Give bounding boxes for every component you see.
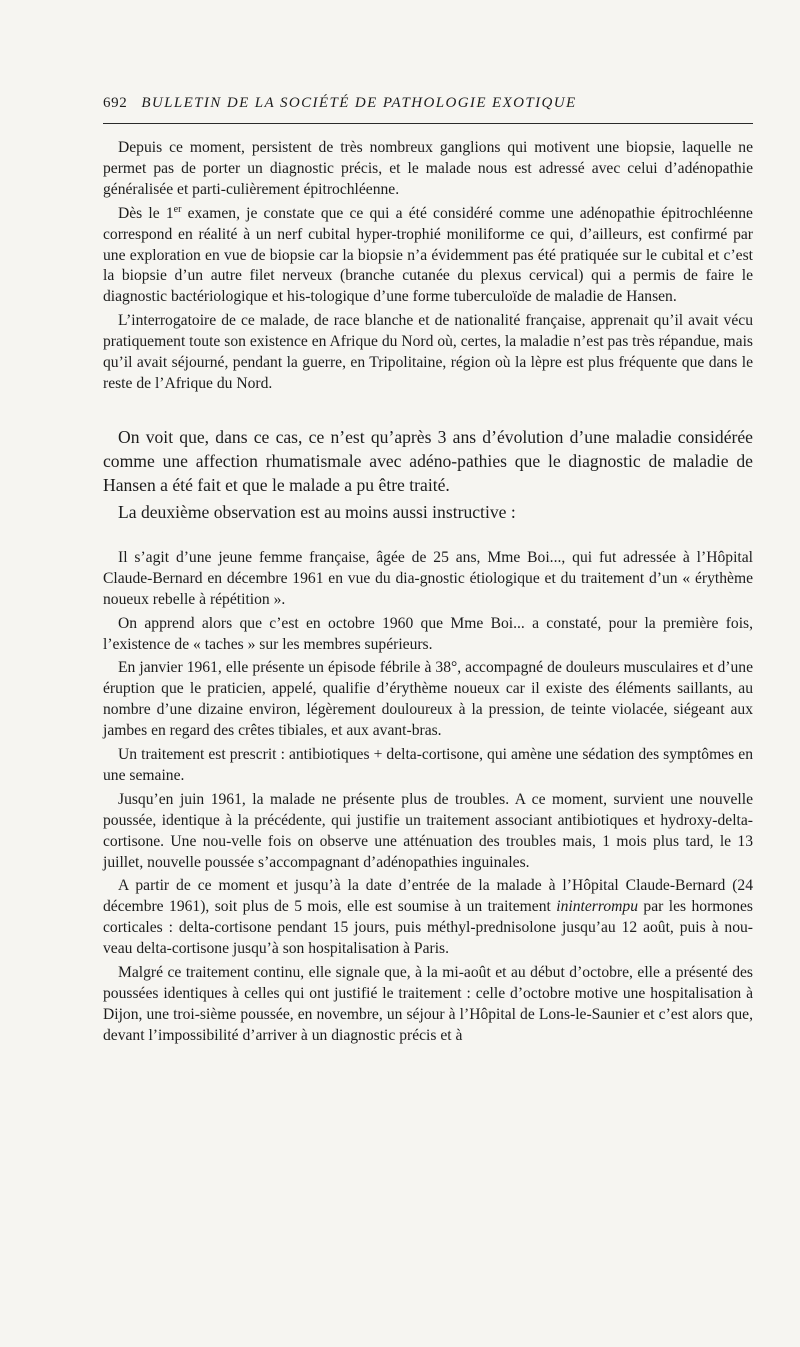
paragraph-7: On apprend alors que c’est en octobre 1960 que Mme Boi... a constaté, pour la première fois, l’existence de « taches » sur les membres supérieurs.: [103, 614, 753, 653]
paragraph-2-part-b: examen, je constate que ce qui a été considéré comme une adénopathie épitrochléenne correspond en réalité à un nerf cubital hyper-trophié moniliforme ce qui, d’ailleurs, est confirmé par une exploration en vue de biopsie car la biopsie n’a évidemment pas été pratiquée sur le cubital et c’est la biopsie d’un autre filet nerveux (branche cutanée du plexus cervical) qui a permis de faire le diagnostic bactériologique et his-tologique d’une forme tuberculoïde de maladie de Hansen.: [103, 204, 753, 306]
paragraph-11-emphasis: ininterrompu: [556, 898, 638, 916]
paragraph-6: Il s’agit d’une jeune femme française, âgée de 25 ans, Mme Boi..., qui fut adressée à l’Hôpital Claude-Bernard en décembre 1961 en vue du dia-gnostic étiologique et du traitement d’un « érythème noueux rebelle à répétition ».: [103, 548, 753, 608]
paragraph-11-part-b: par les hormones corticales : delta-cortisone pendant 15 jours, puis méthyl-prednisolone jusqu’au 12 août, puis à nou-veau delta-cortisone jusqu’à son hospitalisation à Paris.: [103, 898, 753, 958]
paragraph-2: [103, 204, 753, 309]
paragraph-10: Jusqu’en juin 1961, la malade ne présente plus de troubles. A ce moment, survient une nouvelle poussée, identique à la précédente, qui justifie un traitement associant antibiotiques et hydroxy-delta-cortisone. Une nou-velle fois on observe une atténuation des troubles mais, 1 mois plus tard, le 13 juillet, nouvelle poussée s’accompagnant d’adénopathies inguinales.: [103, 790, 753, 871]
paragraph-12: Malgré ce traitement continu, elle signale que, à la mi-août et au début d’octobre, elle a présenté des poussées identiques à celles qui ont justifié le traitement : celle d’octobre motive une hospitalisation à Dijon, une troi-sième poussée, en novembre, un séjour à l’Hôpital de Lons-le-Saunier et c’est alors que, devant l’impossibilité d’arriver à un diagnostic précis et à: [103, 964, 753, 1044]
paragraph-2-superscript: er: [173, 203, 182, 215]
paragraph-9: Un traitement est prescrit : antibiotiques + delta-cortisone, qui amène une sédation des symptômes en une semaine.: [103, 746, 753, 784]
paragraph-11-part-a: A partir de ce moment et jusqu’à la date d’entrée de la malade à l’Hôpital Claude-Bernard (24 décembre 1961), soit plus de 5 mois, elle est soumise à un traitement: [103, 877, 753, 916]
paragraph-8: En janvier 1961, elle présente un épisode fébrile à 38°, accompagné de douleurs musculaires et d’une éruption que le praticien, appelé, qualifie d’érythème noueux car il existe des éléments saillants, au nombre d’une dizaine environ, légèrement douloureux à la pression, de teinte violacée, siégeant aux jambes en regard des crêtes tibiales, et aux avant-bras.: [103, 659, 753, 740]
document-page: [103, 95, 753, 1047]
paragraph-5: La deuxième observation est au moins aussi instructive :: [118, 501, 516, 522]
paragraph-1: Depuis ce moment, persistent de très nombreux ganglions qui motivent une biopsie, laquelle ne permet pas de porter un diagnostic précis, et le malade nous est adressé avec celui d’adénopathie généralisée et parti-culièrement épitrochléenne.: [103, 139, 753, 198]
paragraph-2-part-a: Dès le 1: [118, 204, 174, 222]
running-title: BULLETIN DE LA SOCIÉTÉ DE PATHOLOGIE EXOTIQUE: [141, 95, 577, 111]
header-rule: [103, 123, 753, 124]
page-number: 692: [103, 95, 128, 111]
page-header: [103, 95, 753, 117]
paragraph-3: L’interrogatoire de ce malade, de race blanche et de nationalité française, apprenait qu’il avait vécu pratiquement toute son existence en Afrique du Nord où, certes, la maladie n’est pas très répandue, mais qu’il avait séjourné, pendant la guerre, en Tripolitaine, région où la lèpre est plus fréquente que dans le reste de l’Afrique du Nord.: [103, 312, 753, 392]
paragraph-4: On voit que, dans ce cas, ce n’est qu’après 3 ans d’évolution d’une maladie considérée comme une affection rhumatismale avec adéno-pathies que le diagnostic de maladie de Hansen a été fait et que le malade a pu être traité.: [103, 426, 753, 495]
paragraph-11: [103, 876, 753, 960]
